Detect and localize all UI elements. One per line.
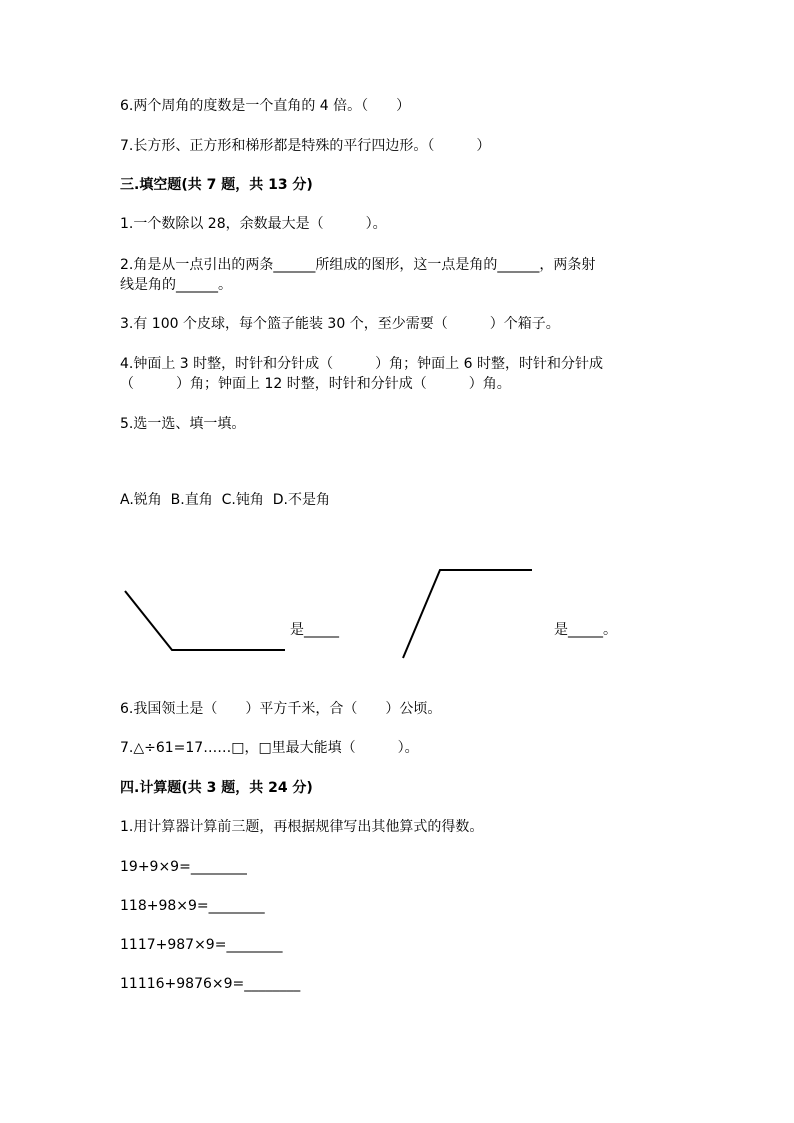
calc-expr-4: 11116+9876×9=________ — [120, 976, 301, 992]
calc-expr-3: 1117+987×9=________ — [120, 937, 283, 953]
fill-q2-line1: 2.角是从一点引出的两条______所组成的图形，这一点是角的______，两条射 — [120, 257, 596, 273]
judgment-q7: 7.长方形、正方形和梯形都是特殊的平行四边形。（ ） — [120, 138, 491, 154]
fill-q7: 7.△÷61=17……□，□里最大能填（ ）。 — [120, 740, 419, 756]
calc-section-heading: 四.计算题(共 3 题，共 24 分) — [120, 780, 313, 796]
obtuse-angle-figure — [125, 591, 285, 650]
q5-fig1-label: 是_____ — [290, 622, 339, 638]
fill-q4-line1: 4.钟面上 3 时整，时针和分针成（ ）角；钟面上 6 时整，时针和分针成 — [120, 356, 603, 372]
fill-q1: 1.一个数除以 28，余数最大是（ ）。 — [120, 216, 387, 232]
acute-angle-figure — [403, 570, 532, 658]
fill-q5: 5.选一选、填一填。 — [120, 416, 246, 432]
fill-q5-options: A.锐角 B.直角 C.钝角 D.不是角 — [120, 492, 330, 508]
q5-fig2-label: 是_____。 — [554, 622, 617, 638]
fill-q4-line2: （ ）角；钟面上 12 时整，时针和分针成（ ）角。 — [120, 376, 511, 392]
fill-section-heading: 三.填空题(共 7 题，共 13 分) — [120, 177, 313, 193]
fill-q2-line2: 线是角的______。 — [120, 277, 232, 293]
calc-expr-2: 118+98×9=________ — [120, 898, 265, 914]
calc-q1: 1.用计算器计算前三题，再根据规律写出其他算式的得数。 — [120, 819, 484, 835]
judgment-q6: 6.两个周角的度数是一个直角的 4 倍。（ ） — [120, 98, 411, 114]
calc-expr-1: 19+9×9=________ — [120, 859, 247, 875]
fill-q3: 3.有 100 个皮球，每个篮子能装 30 个，至少需要（ ）个箱子。 — [120, 316, 560, 332]
fill-q6: 6.我国领土是（ ）平方千米，合（ ）公顷。 — [120, 701, 442, 717]
